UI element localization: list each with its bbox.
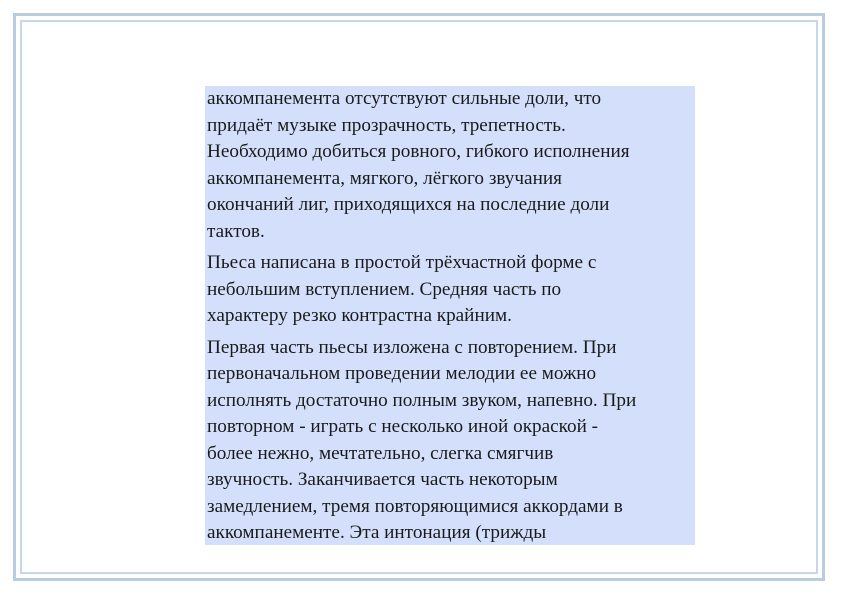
- text-block: [205, 86, 695, 545]
- text-line: замедлением, тремя повторяющимися аккордами в: [207, 495, 623, 517]
- text-line: Пьеса написана в простой трёхчастной форме с: [207, 252, 597, 273]
- text-line: окончаний лиг, приходящихся на последние доли: [207, 194, 610, 215]
- text-line: характеру резко контрастна крайним.: [207, 305, 512, 326]
- paragraph-1: [207, 86, 695, 245]
- text-line: Необходимо добиться ровного, гибкого исполнения: [207, 141, 630, 162]
- text-line: Первая часть пьесы изложена с повторением. При: [207, 336, 617, 358]
- text-line: аккомпанемента отсутствуют сильные доли, что: [207, 88, 602, 109]
- text-line: тактов.: [207, 220, 265, 242]
- paragraph-3: [207, 335, 695, 547]
- text-line: первоначальном проведении мелодии ее можно: [207, 363, 597, 384]
- text-line: небольшим вступлением. Средняя часть по: [207, 278, 562, 300]
- text-line: звучность. Заканчивается часть некоторым: [207, 469, 558, 490]
- text-line: повторном - играть с несколько иной окраской -: [207, 416, 599, 437]
- text-line: более нежно, мечтательно, слегка смягчив: [207, 442, 554, 464]
- text-line: придаёт музыке прозрачность, трепетность.: [207, 114, 566, 136]
- text-line: аккомпанемента, мягкого, лёгкого звучания: [207, 167, 562, 189]
- text-line: исполнять достаточно полным звуком, напевно. При: [207, 389, 637, 411]
- text-line: аккомпанементе. Эта интонация (трижды: [207, 522, 547, 543]
- paragraph-2: [207, 250, 695, 330]
